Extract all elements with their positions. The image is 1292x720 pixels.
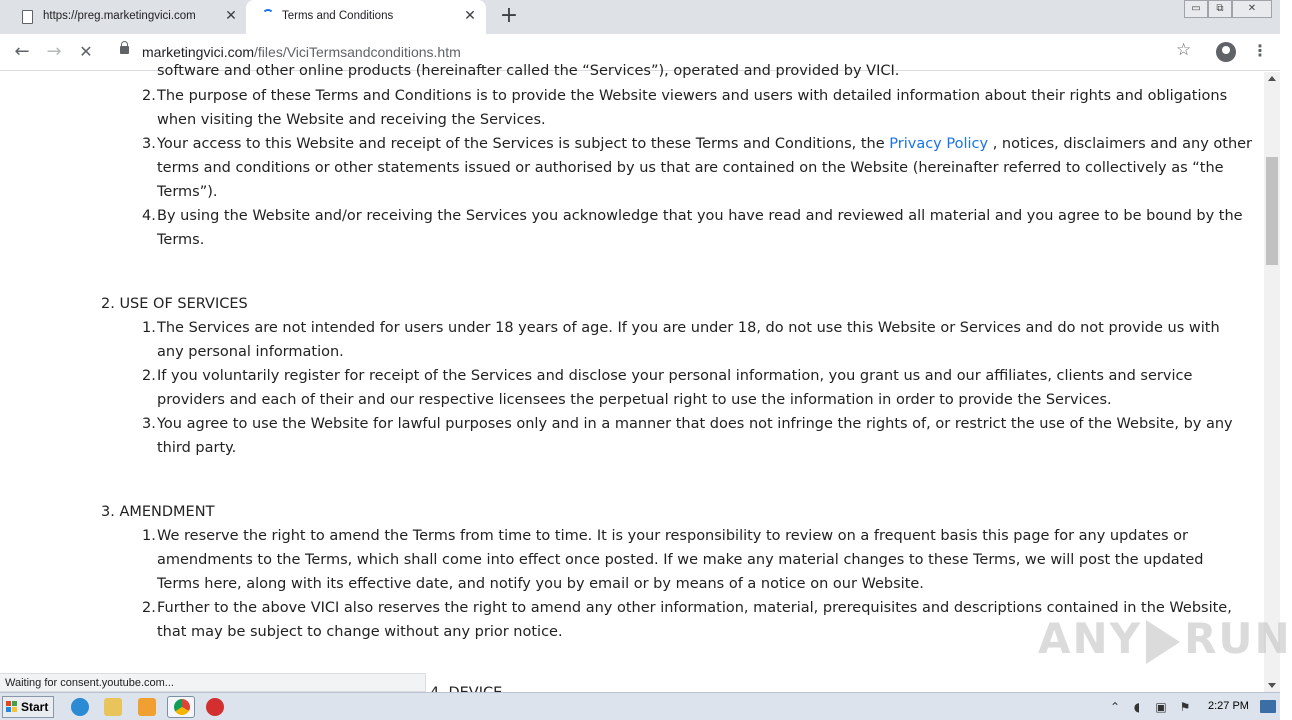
bookmark-star-icon[interactable]: ☆ xyxy=(1176,40,1192,60)
list-item-text: third party. xyxy=(157,440,237,456)
list-item-text: Terms”). xyxy=(157,184,218,200)
forward-icon[interactable]: → xyxy=(46,41,62,62)
list-item-text: any personal information. xyxy=(157,344,344,360)
list-item-text: terms and conditions or other statements issued or authorised by us that are contained on the Website (hereinafter referred to collectively as “the xyxy=(157,160,1224,176)
text-part: , notices, disclaimers and any other xyxy=(988,136,1253,152)
window-close-button[interactable]: ✕ xyxy=(1232,0,1272,18)
url-path: /files/ViciTermsandconditions.htm xyxy=(254,44,461,60)
file-explorer-icon[interactable] xyxy=(104,698,122,716)
show-desktop-icon[interactable] xyxy=(1260,700,1276,713)
stop-loading-icon[interactable]: ✕ xyxy=(79,42,93,61)
list-item-text: Terms. xyxy=(157,232,205,248)
list-item-text: that may be subject to change without any prior notice. xyxy=(157,624,563,640)
list-item-text: when visiting the Website and receiving the Services. xyxy=(157,112,546,128)
list-item-text: We reserve the right to amend the Terms from time to time. It is your responsibility to review on a frequent basis this page for any updates or xyxy=(157,528,1188,544)
tab-strip xyxy=(0,0,1280,34)
section-heading: 2. USE OF SERVICES xyxy=(101,296,248,312)
list-item-text: If you voluntarily register for receipt of the Services and disclose your personal information, you grant us and our affiliates, clients and service xyxy=(157,368,1193,384)
list-item-text: providers and each of their and our respective licensees the perpetual right to use the information in order to provide the Services. xyxy=(157,392,1112,408)
network-icon[interactable]: ▣ xyxy=(1155,700,1167,714)
back-icon[interactable]: ← xyxy=(14,41,30,62)
list-item-text: By using the Website and/or receiving the Services you acknowledge that you have read and reviewed all material and you agree to be bound by the xyxy=(157,208,1243,224)
list-number: 3. xyxy=(142,136,156,152)
section-heading: 3. AMENDMENT xyxy=(101,504,215,520)
list-item-text: amendments to the Terms, which shall come into effect once posted. If we make any material changes to these Terms, we will post the updated xyxy=(157,552,1204,568)
clock[interactable]: 2:27 PM xyxy=(1208,700,1249,712)
tab-preg-marketingvici[interactable] xyxy=(0,0,246,34)
close-tab-icon[interactable]: ✕ xyxy=(225,8,237,24)
list-number: 4. xyxy=(142,208,156,224)
tab-terms-and-conditions[interactable] xyxy=(246,0,486,34)
volume-icon[interactable]: ◖ xyxy=(1133,700,1141,714)
warning-app-icon[interactable] xyxy=(206,698,224,716)
profile-avatar-icon[interactable] xyxy=(1216,42,1236,62)
cut-off-line: software and other online products (hereinafter called the “Services”), operated and provided by VICI. xyxy=(157,63,900,79)
loading-spinner-icon xyxy=(262,9,274,21)
status-bubble: Waiting for consent.youtube.com... xyxy=(0,673,426,692)
list-item-text: The Services are not intended for users under 18 years of age. If you are under 18, do not use this Website or Services and do not provide us with xyxy=(157,320,1220,336)
chrome-taskbar-button[interactable] xyxy=(167,696,195,718)
scroll-down-icon[interactable] xyxy=(1268,683,1276,688)
start-label: Start xyxy=(21,700,49,714)
list-number: 2. xyxy=(142,368,156,384)
vertical-scrollbar[interactable] xyxy=(1264,72,1280,692)
scrollbar-thumb[interactable] xyxy=(1266,157,1278,265)
chrome-icon xyxy=(174,699,190,715)
list-item-text xyxy=(157,136,1252,152)
new-tab-button[interactable]: + xyxy=(499,3,519,28)
list-item-text: Terms here, along with its effective date, and notify you by email or by means of a notice on our Website. xyxy=(157,576,924,592)
list-number: 2. xyxy=(142,88,156,104)
media-player-icon[interactable] xyxy=(138,698,156,716)
list-item-text: You agree to use the Website for lawful purposes only and in a manner that does not infringe the rights of, or restrict the use of the Website, by any xyxy=(157,416,1233,432)
list-number: 1. xyxy=(142,528,156,544)
action-center-flag-icon[interactable]: ⚑ xyxy=(1179,700,1191,714)
watermark-text-left: ANY xyxy=(1038,614,1143,663)
play-icon xyxy=(1146,620,1180,664)
tab-label: https://preg.marketingvici.com xyxy=(43,10,196,22)
watermark-text-right: RUN xyxy=(1184,614,1292,663)
tab-label: Terms and Conditions xyxy=(282,10,394,22)
list-number: 2. xyxy=(142,600,156,616)
page-content xyxy=(0,63,1264,692)
tray-expand-icon[interactable]: ⌃ xyxy=(1109,700,1121,714)
windows-taskbar xyxy=(0,692,1280,720)
page-icon xyxy=(22,10,33,24)
list-number: 1. xyxy=(142,320,156,336)
windows-logo-icon xyxy=(6,701,18,713)
restore-button[interactable]: ⧉ xyxy=(1208,0,1232,18)
browser-menu-icon[interactable]: ⋮ xyxy=(1252,41,1268,60)
list-number: 3. xyxy=(142,416,156,432)
anyrun-watermark-logo xyxy=(1038,614,1292,664)
list-item-text: Further to the above VICI also reserves the right to amend any other information, material, prerequisites and descriptions contained in the Website, xyxy=(157,600,1232,616)
internet-explorer-icon[interactable] xyxy=(71,698,89,716)
text-part: Your access to this Website and receipt of the Services is subject to these Terms and Conditions, the xyxy=(157,136,890,152)
lock-icon xyxy=(120,46,129,54)
url-text[interactable] xyxy=(142,44,461,60)
list-item-text: The purpose of these Terms and Conditions is to provide the Website viewers and users with detailed information about their rights and obligations xyxy=(157,88,1228,104)
minimize-button[interactable]: ▭ xyxy=(1184,0,1208,18)
close-tab-icon[interactable]: ✕ xyxy=(464,8,476,24)
start-button[interactable] xyxy=(2,696,54,718)
privacy-policy-link[interactable]: Privacy Policy xyxy=(889,136,989,152)
url-host: marketingvici.com xyxy=(142,44,255,60)
scroll-up-icon[interactable] xyxy=(1268,76,1276,81)
